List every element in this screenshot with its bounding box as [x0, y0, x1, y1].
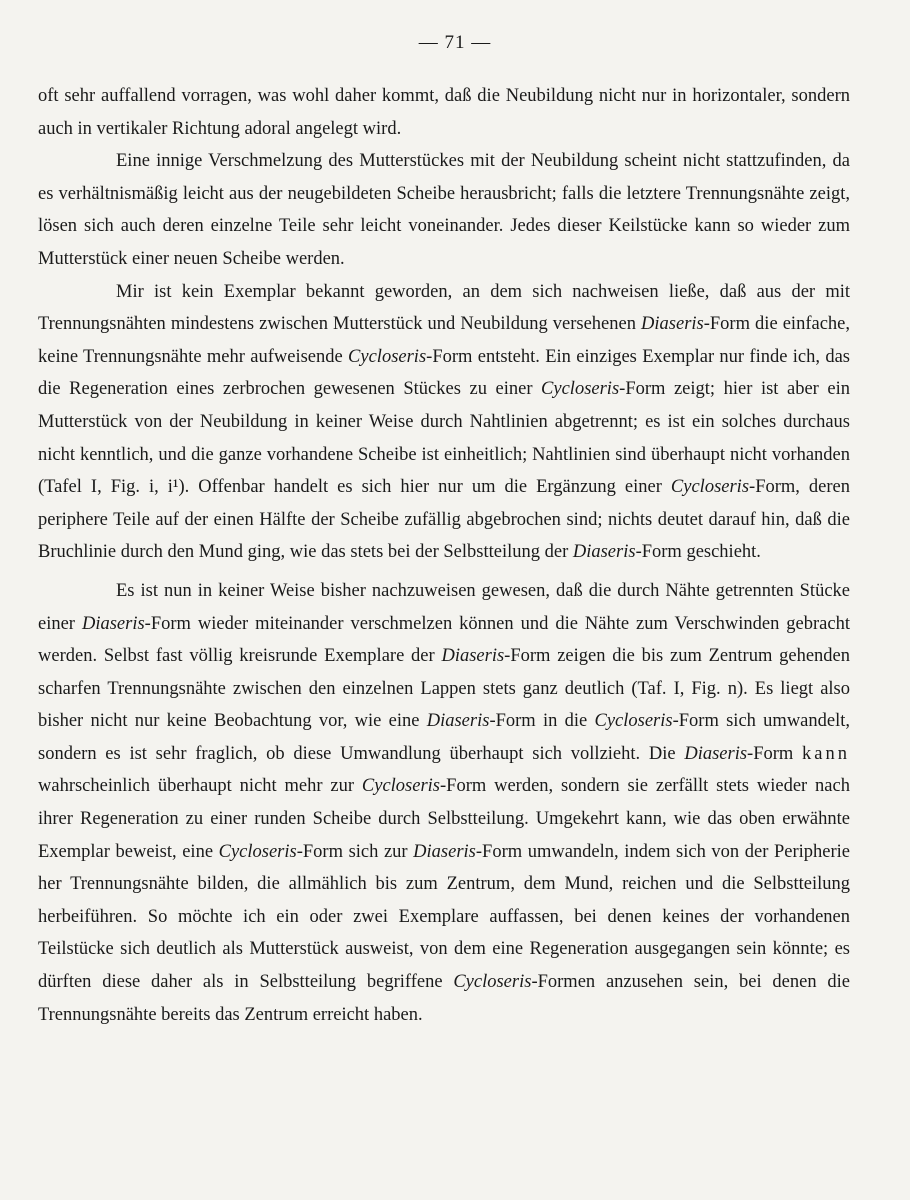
taxon-name: Cycloseris — [361, 776, 440, 797]
text-segment: -Form — [747, 743, 803, 764]
paragraph-4 — [38, 575, 850, 1031]
paragraph-1 — [38, 80, 850, 145]
text-segment: -Form entsteht. Ein einziges Exemplar nur finde ich, das die Regeneration eines zerbrochen gewesenen Stückes zu einer — [38, 346, 850, 400]
taxon-name: Cycloseris — [670, 477, 750, 498]
taxon-name: Cycloseris — [348, 346, 427, 367]
taxon-name: Diaseris — [441, 646, 505, 667]
text-segment: -Formen anzusehen sein, bei denen die Trennungsnähte bereits das Zentrum erreicht haben. — [38, 972, 850, 1025]
paragraph-3 — [38, 276, 850, 569]
text-segment: -Form wieder miteinander verschmelzen können und die Nähte zum Verschwinden gebracht werden. Selbst fast völlig kreisrunde Exemplare der — [38, 613, 850, 667]
taxon-name: Diaseris — [426, 711, 490, 732]
text-segment: -Form sich zur — [296, 841, 414, 862]
text-segment: -Form sich umwandelt, sondern es ist sehr fraglich, ob diese Umwandlung überhaupt sich vollzieht. Die — [38, 711, 851, 764]
text-segment: -Form in die — [489, 711, 595, 732]
page-number: — 71 — — [418, 32, 492, 53]
taxon-name: Diaseris — [684, 743, 748, 764]
text-segment: -Form werden, sondern sie zerfällt stets wieder nach ihrer Regeneration zu einer runden Scheibe durch Selbstteilung. Umgekehrt kann, wie das oben erwähnte Exemplar beweist, eine — [38, 776, 850, 862]
text-segment: -Form die einfache, keine Trennungsnähte mehr aufweisende — [38, 314, 850, 367]
text-segment: Mir ist kein Exemplar bekannt geworden, an dem sich nachweisen ließe, daß aus der mit Trennungsnähten mindestens zwischen Mutterstück und Neubildung versehenen — [38, 281, 850, 335]
text-segment: -Form umwandeln, indem sich von der Peripherie her Trennungsnähte bilden, die allmählich bis zum Zentrum, dem Mund, reichen und die Selbstteilung herbeiführen. So möchte ich ein oder zwei Exemplare auffassen, bei denen keines der vorhandenen Teilstücke sich deutlich als Mutterstück ausweist, von dem eine Regeneration ausgegangen sein könnte; es dürften diese daher als in Selbstteilung begriffene — [38, 841, 850, 993]
text-segment: -Form zeigen die bis zum Zentrum gehenden scharfen Trennungsnähte zwischen den einzelnen Lappen stets ganz deutlich (Taf. I, Fig. n). Es liegt also bisher nicht nur keine Beobachtung vor, wie eine — [38, 646, 850, 732]
taxon-name: Cycloseris — [453, 972, 532, 993]
text-segment: oft sehr auffallend vorragen, was wohl daher kommt, daß die Neubildung nicht nur in horizontaler, sondern auch in vertikaler Richtung adoral angelegt wird. — [38, 86, 850, 139]
body-text — [38, 80, 850, 1031]
taxon-name: Cycloseris — [541, 379, 620, 400]
taxon-name: Diaseris — [572, 542, 636, 563]
taxon-name: Diaseris — [81, 613, 145, 634]
text-segment: Eine innige Verschmelzung des Mutterstückes mit der Neubildung scheint nicht stattzufinden, da es verhältnismäßig leicht aus der neugebildeten Scheibe herausbricht; falls die letztere Trennungsnähte zeigt, lösen sich auch deren einzelne Teile sehr leicht voneinander. Jedes dieser Keilstücke kann so wieder zum Mutterstück einer neuen Scheibe werden. — [38, 151, 850, 269]
paragraph-2 — [38, 145, 850, 275]
taxon-name: Cycloseris — [594, 711, 673, 732]
text-segment: -Form, deren periphere Teile auf der einen Hälfte der Scheibe zufällig abgebrochen sind; nichts deutet darauf hin, daß die Bruchlinie durch den Mund ging, wie das stets bei der Selbstteilung der — [38, 477, 850, 563]
taxon-name: Cycloseris — [218, 841, 297, 862]
text-segment: -Form zeigt; hier ist aber ein Mutterstück von der Neubildung in keiner Weise durch Nahtlinien abgetrennt; es ist ein solches durchaus nicht kenntlich, und die ganze vorhandene Scheibe ist einheitlich; Nahtlinien sind überhaupt nicht vorhanden (Tafel I, Fig. i, i¹). Offenbar handelt es sich hier nur um die Ergänzung einer — [38, 379, 850, 498]
text-segment: -Form geschieht. — [635, 542, 761, 563]
text-segment: wahrscheinlich überhaupt nicht mehr zur — [38, 776, 362, 797]
text-segment: Es ist nun in keiner Weise bisher nachzuweisen gewesen, daß die durch Nähte getrennten Stücke einer — [38, 580, 850, 634]
taxon-name: Diaseris — [641, 314, 704, 335]
taxon-name: Diaseris — [413, 841, 476, 862]
emphasis-text: kann — [802, 743, 851, 764]
